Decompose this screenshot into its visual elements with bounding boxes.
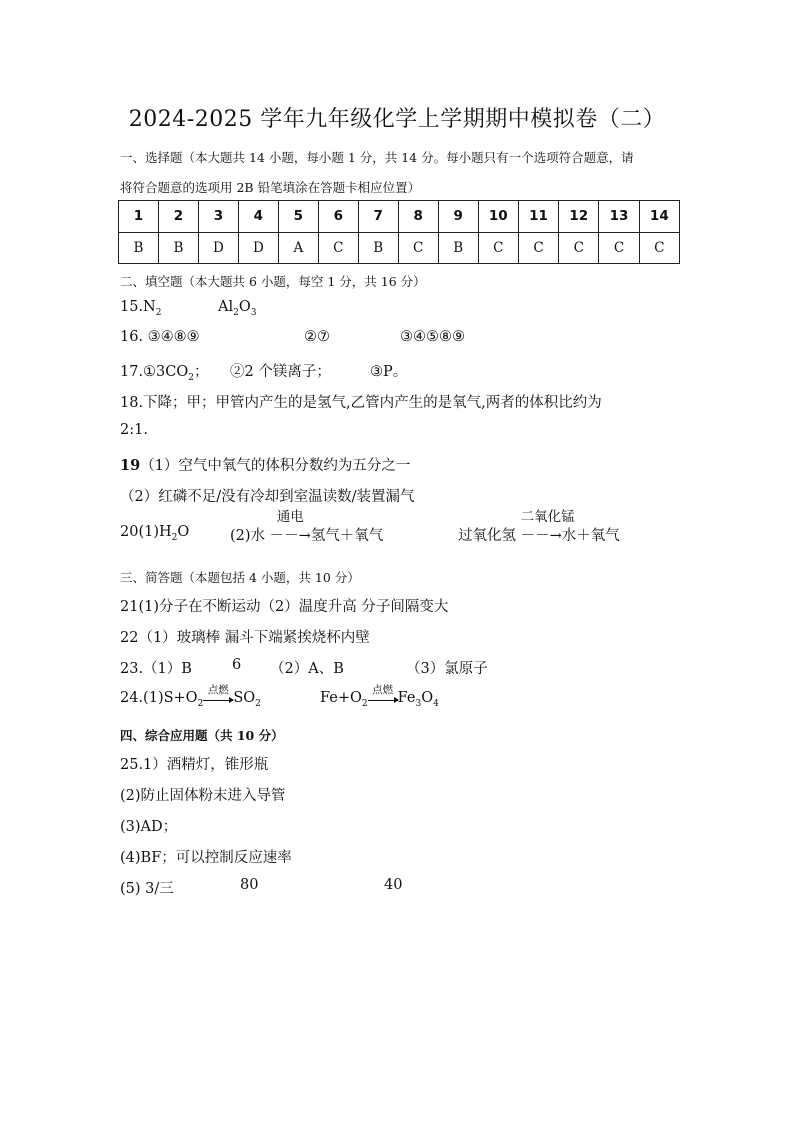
answer-cell: C (478, 232, 518, 264)
answer-table (118, 200, 680, 264)
q17-line (120, 360, 408, 383)
q23-a: 23.（1）B (120, 661, 192, 677)
q25-5c: 40 (384, 877, 403, 893)
question-number-cell: 9 (438, 201, 478, 233)
q25-line3: (3)AD； (120, 819, 178, 835)
question-number-cell: 11 (518, 201, 558, 233)
q16-b: ②⑦ (304, 329, 330, 345)
q23-d: （3）氯原子 (406, 661, 488, 677)
question-number-cell: 10 (478, 201, 518, 233)
answer-cell: A (278, 232, 318, 264)
q16-a: 16. ③④⑧⑨ (120, 329, 200, 345)
q17-a: $17.①3CO_2$； (120, 364, 209, 383)
section-1-heading: 一、选择题（本大题共 14 小题，每小题 1 分，共 14 分。每小题只有一个选项符合题意，请 (120, 150, 634, 165)
question-number-cell: 3 (198, 201, 238, 233)
q23-c: （2）A、B (270, 661, 344, 677)
q16-line (120, 329, 465, 345)
q19-line2: （2）红磷不足/没有冷却到室温读数/装置漏气 (120, 489, 415, 505)
question-number-cell: 7 (358, 201, 398, 233)
q21-line: 21(1)分子在不断运动（2）温度升高 分子间隔变大 (120, 599, 449, 615)
answer-cell: C (518, 232, 558, 264)
q25-line1: 25.1）酒精灯，锥形瓶 (120, 757, 269, 773)
section-2-heading: 二、填空题（本大题共 6 小题，每空 1 分，共 16 分） (120, 274, 426, 289)
section-4-heading: 四、综合应用题（共 10 分） (120, 728, 284, 743)
page-title: 2024-2025 学年九年级化学上学期期中模拟卷（二） (128, 107, 666, 132)
question-number-cell: 8 (398, 201, 438, 233)
q15-line (120, 299, 257, 318)
q24-b: $Fe+O_2$ 点燃 $Fe_3O_4$ (320, 684, 439, 709)
answer-table-number-row (119, 201, 680, 233)
q23-line (120, 657, 488, 678)
q25-line5 (120, 877, 403, 898)
q18-line1: 18.下降；甲；甲管内产生的是氢气,乙管内产生的是氧气,两者的体积比约为 (120, 395, 602, 411)
q20-b: (2)水 通电 －－→氢气＋氧气 (230, 509, 384, 544)
question-number-cell: 5 (278, 201, 318, 233)
question-number-cell: 12 (559, 201, 599, 233)
question-number-cell: 1 (119, 201, 159, 233)
q23-b: 6 (232, 657, 242, 673)
q15-b: $Al_2O_3$ (218, 299, 257, 318)
q25-5b: 80 (240, 877, 259, 893)
ignite-arrow: 点燃 (203, 690, 233, 704)
answer-cell: B (158, 232, 198, 264)
section-3-heading: 三、简答题（本题包括 4 小题，共 10 分） (120, 570, 360, 585)
q25-line4: (4)BF；可以控制反应速率 (120, 850, 292, 866)
q19-number: 19 (120, 457, 141, 474)
q25-line2: (2)防止固体粉末进入导管 (120, 788, 286, 804)
answer-cell: C (318, 232, 358, 264)
question-number-cell: 2 (158, 201, 198, 233)
q19-text1: （1）空气中氧气的体积分数约为五分之一 (140, 458, 411, 474)
section-1-heading-cont: 将符合题意的选项用 2B 铅笔填涂在答题卡相应位置） (120, 180, 421, 195)
answer-cell: D (238, 232, 278, 264)
answer-cell: B (119, 232, 159, 264)
question-number-cell: 13 (599, 201, 639, 233)
answer-cell: B (438, 232, 478, 264)
q17-b: ②2 个镁离子； (230, 364, 331, 380)
q20-c: 过氧化氢 二氧化锰 －－→水＋氧气 (458, 509, 620, 544)
q19-line1 (120, 454, 410, 475)
question-number-cell: 14 (639, 201, 679, 233)
question-number-cell: 4 (238, 201, 278, 233)
answer-cell: D (198, 232, 238, 264)
q22-line: 22（1）玻璃棒 漏斗下端紧挨烧杯内壁 (120, 630, 370, 646)
reaction-arrow: 二氧化锰 －－→ (520, 509, 575, 544)
q17-c: ③P。 (370, 364, 408, 380)
q15-a: $15.N_2$ (120, 299, 162, 318)
q18-line2: 2:1. (120, 422, 148, 438)
answer-cell: C (398, 232, 438, 264)
answer-cell: C (599, 232, 639, 264)
q16-c: ③④⑤⑧⑨ (400, 329, 465, 345)
q24-line (120, 684, 439, 709)
answer-cell: B (358, 232, 398, 264)
answer-table-answer-row (119, 232, 680, 264)
answer-cell: C (559, 232, 599, 264)
reaction-arrow: 通电 －－→ (269, 509, 311, 544)
answer-cell: C (639, 232, 679, 264)
q20-a: $20(1)H_2O$ (120, 524, 190, 543)
q24-a: $24.(1)S+O_2$ 点燃 $SO_2$ (120, 684, 261, 709)
ignite-arrow: 点燃 (368, 690, 398, 704)
q20-line (120, 509, 620, 544)
q25-5a: (5) 3/三 (120, 881, 174, 897)
question-number-cell: 6 (318, 201, 358, 233)
